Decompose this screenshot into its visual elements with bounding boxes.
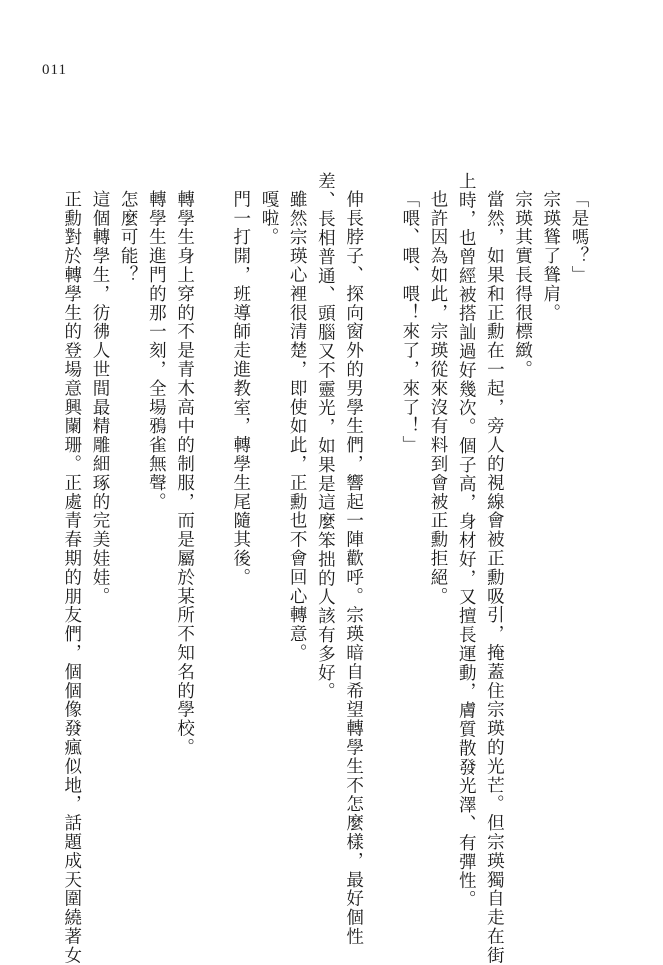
text-line: 也許因為如此，宗瑛從來沒有料到會被正勳拒絕。 — [427, 190, 448, 606]
text-line: 差、長相普通、頭腦又不靈光，如果是這麼笨拙的人該有多好。 — [315, 172, 336, 702]
body-text — [30, 172, 593, 965]
text-line: 轉學生身上穿的不是青木高中的制服，而是屬於某所不知名的學校。 — [174, 190, 195, 757]
text-line: 這個轉學生，彷彿人世間最精雕細琢的完美娃娃。 — [89, 190, 110, 606]
text-line: 嘎啦。 — [258, 190, 279, 247]
text-line: 伸長脖子、探向窗外的男學生們，響起一陣歡呼。宗瑛暗自希望轉學生不怎麼樣，最好個性 — [343, 190, 364, 946]
text-line: 「是嗎？」 — [569, 190, 589, 285]
text-line: 雖然宗瑛心裡很清楚，即使如此，正勳也不會回心轉意。 — [287, 190, 308, 663]
text-line: 正勳對於轉學生的登場意興闌珊。正處青春期的朋友們，個個像發瘋似地，話題成天圍繞著女 — [61, 190, 82, 965]
text-line: 怎麼可能？ — [118, 190, 139, 285]
text-line: 當然，如果和正勳在一起，旁人的視線會被正勳吸引，掩蓋住宗瑛的光芒。但宗瑛獨自走在街 — [484, 190, 505, 965]
text-line: 上時，也曾經被搭訕過好幾次。個子高，身材好，又擅長運動，膚質散發光澤、有彈性。 — [456, 172, 477, 910]
text-line: 宗瑛其實長得很標緻。 — [512, 190, 533, 379]
text-line: 門一打開，班導師走進教室，轉學生尾隨其後。 — [230, 190, 251, 587]
text-line: 轉學生進門的那一刻，全場鴉雀無聲。 — [146, 190, 167, 512]
text-line: 「喂、喂、喂！來了，來了！」 — [399, 190, 420, 455]
page-number: 011 — [42, 62, 67, 78]
text-line: 宗瑛聳了聳肩。 — [540, 190, 561, 323]
